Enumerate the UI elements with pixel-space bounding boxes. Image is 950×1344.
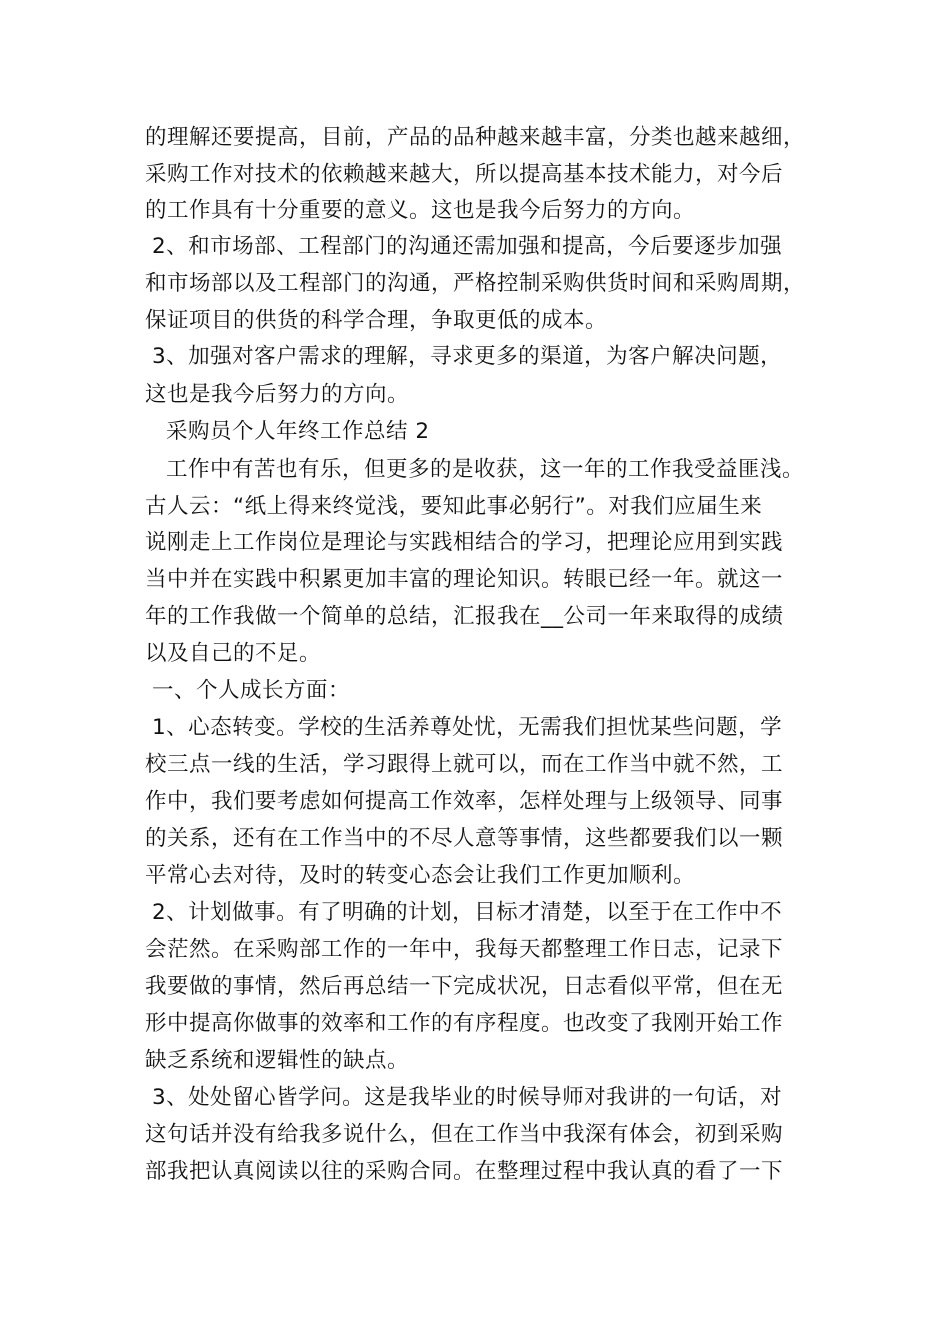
text-line: 采购工作对技术的依赖越来越大，所以提高基本技术能力，对今后 — [145, 162, 784, 187]
text-line: 校三点一线的生活，学习跟得上就可以，而在工作当中就不然，工 — [145, 752, 784, 777]
text-line: 和市场部以及工程部门的沟通，严格控制采购供货时间和采购周期， — [145, 271, 806, 296]
text-line: 这也是我今后努力的方向。 — [145, 382, 410, 407]
text-line: 古人云：“纸上得来终觉浅，要知此事必躬行”。对我们应届生来 — [145, 494, 763, 519]
text-line: 平常心去对待，及时的转变心态会让我们工作更加顺利。 — [145, 863, 696, 888]
text-line: 3、加强对客户需求的理解，寻求更多的渠道，为客户解决问题， — [152, 344, 783, 369]
text-line: 的关系，还有在工作当中的不尽人意等事情，这些都要我们以一颗 — [145, 826, 784, 851]
subsection-heading: 一、个人成长方面： — [152, 678, 351, 703]
text-line: 工作中有苦也有乐，但更多的是收获，这一年的工作我受益匪浅。 — [166, 457, 805, 482]
text-line: 以及自己的不足。 — [145, 641, 322, 666]
text-line: 会茫然。在采购部工作的一年中，我每天都整理工作日志，记录下 — [145, 937, 784, 962]
text-line: 缺乏系统和逻辑性的缺点。 — [145, 1048, 410, 1073]
text-line: 说刚走上工作岗位是理论与实践相结合的学习，把理论应用到实践 — [145, 530, 784, 555]
text-line: 的工作具有十分重要的意义。这也是我今后努力的方向。 — [145, 198, 696, 223]
text-line: 2、计划做事。有了明确的计划，目标才清楚，以至于在工作中不 — [152, 900, 783, 925]
section-heading: 采购员个人年终工作总结 2 — [166, 419, 430, 444]
text-line: 部我把认真阅读以往的采购合同。在整理过程中我认真的看了一下 — [145, 1159, 784, 1184]
text-line: 作中，我们要考虑如何提高工作效率，怎样处理与上级领导、同事 — [145, 789, 784, 814]
text-line: 形中提高你做事的效率和工作的有序程度。也改变了我刚开始工作 — [145, 1011, 784, 1036]
text-line: 3、处处留心皆学问。这是我毕业的时候导师对我讲的一句话，对 — [152, 1085, 783, 1110]
text-line: 的理解还要提高，目前，产品的品种越来越丰富，分类也越来越细， — [145, 125, 806, 150]
text-line: 保证项目的供货的科学合理，争取更低的成本。 — [145, 308, 608, 333]
text-line: 1、心态转变。学校的生活养尊处忧，无需我们担忧某些问题，学 — [152, 715, 783, 740]
text-line: 当中并在实践中积累更加丰富的理论知识。转眼已经一年。就这一 — [145, 567, 784, 592]
text-line: 2、和市场部、工程部门的沟通还需加强和提高，今后要逐步加强 — [152, 234, 783, 259]
text-line: 这句话并没有给我多说什么，但在工作当中我深有体会，初到采购 — [145, 1122, 784, 1147]
text-line: 我要做的事情，然后再总结一下完成状况，日志看似平常，但在无 — [145, 974, 784, 999]
text-line: 年的工作我做一个简单的总结，汇报我在__公司一年来取得的成绩 — [145, 604, 784, 629]
